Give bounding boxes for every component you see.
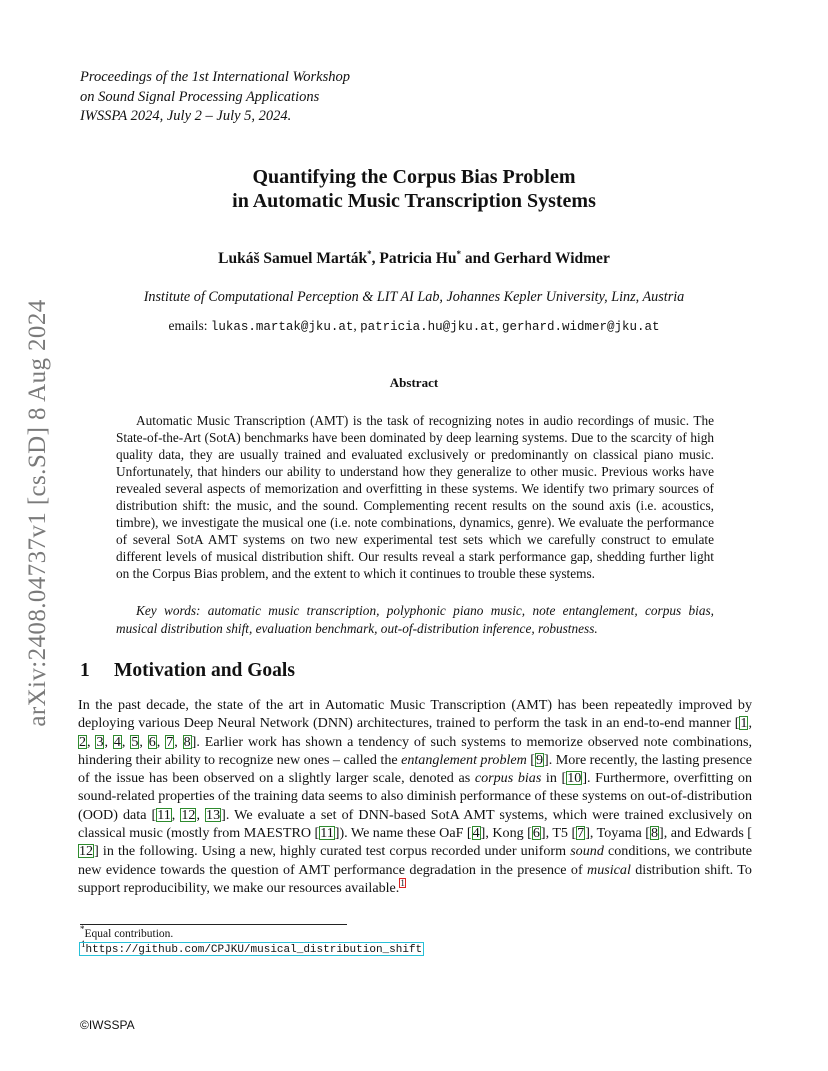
citation-link[interactable]: 4 [113, 733, 121, 750]
title-line-1: Quantifying the Corpus Bias Problem [252, 166, 576, 188]
abstract-heading: Abstract [389, 375, 439, 390]
affiliation: Institute of Computational Perception & LIT AI Lab, Johannes Kepler University, Linz, Austria [143, 289, 685, 305]
citation-link[interactable]: 6 [532, 825, 540, 842]
abstract-text: Automatic Music Transcription (AMT) is the task of recognizing notes in audio recordings of music. The State-of-the-Art (SotA) benchmarks have been dominated by deep learning systems. Due to the scarcity of high quality data, they are usually trained and evaluated exclusively or predominantly on classical piano music. Unfortunately, that hinders our ability to understand how they generalize to other music. Previous works have revealed several aspects of memorization and overfitting in these systems. We identify two primary sources of distribution shift: the music, and the sound. Complementing recent results on the sound axis (i.e. acoustics, timbre), we investigate the musical one (i.e. note combinations, dynamics, genre). We evaluate the performance of several SotA AMT systems on two new experimental test sets which we carefully construct to emulate different levels of musical distribution shift. Our results reveal a stark performance gap, shedding further light on the Corpus Bias problem, and the extent to which it continues to trouble these systems. [116, 413, 714, 581]
citation-link[interactable]: 12 [79, 843, 94, 860]
title-line-2: in Automatic Music Transcription Systems [232, 190, 596, 212]
section-number: 1 [80, 660, 90, 681]
citation-link[interactable]: 13 [206, 806, 221, 823]
resources-url-link[interactable]: $^1$https://github.com/CPJKU/musical_distribution_shift [81, 939, 423, 956]
copyright-footer: ©IWSSPA [80, 1018, 135, 1032]
citation-link[interactable]: 9 [536, 751, 544, 768]
email-list: emails: lukas.martak@jku.at, patricia.hu@jku.at, gerhard.widmer@jku.at [168, 318, 660, 334]
equal-contrib-mark: * [367, 248, 372, 259]
author-list: Lukáš Samuel Marták*, Patricia Hu* and Gerhard Widmer [218, 248, 610, 267]
citation-link[interactable]: 10 [567, 770, 582, 787]
footnote-equal-contribution: *Equal contribution. [80, 924, 174, 940]
paper-title [0, 165, 828, 213]
footnote-rule [80, 924, 347, 925]
arxiv-id: arXiv:2408.04737v1 [cs.SD] 8 Aug 2024 [24, 299, 51, 727]
arxiv-sidebar-stamp [18, 278, 58, 748]
footnote-resources [80, 939, 423, 956]
equal-contrib-mark: * [456, 248, 461, 259]
keywords: Key words: automatic music transcription, polyphonic piano music, note entanglement, corpus bias, musical distribution shift, evaluation benchmark, out-of-distribution inference, robustness. [116, 603, 714, 636]
author-2: Patricia Hu [379, 250, 457, 267]
email-1[interactable]: lukas.martak@jku.at [210, 320, 354, 334]
citation-link[interactable]: 7 [577, 825, 585, 842]
citation-link[interactable]: 2 [79, 733, 87, 750]
venue-line-1: Proceedings of the 1st International Workshop [80, 69, 350, 85]
section-title: Motivation and Goals [114, 660, 295, 681]
citation-link[interactable]: 11 [157, 806, 171, 823]
email-2[interactable]: patricia.hu@jku.at [360, 320, 496, 334]
citation-link[interactable]: 12 [181, 806, 196, 823]
citation-link[interactable]: 4 [472, 825, 480, 842]
author-3: Gerhard Widmer [493, 250, 610, 267]
citation-link[interactable]: 11 [320, 825, 334, 842]
section-heading [80, 660, 295, 682]
citation-link[interactable]: 8 [650, 825, 659, 842]
section-body: In the past decade, the state of the art in Automatic Music Transcription (AMT) has been repeatedly improved by deploying various Deep Neural Network (DNN) architectures, trained to perform the task in an end-to-end manner [1, 2, 3, 4, 5, 6, 7, 8]. Earlier work has shown a tendency of such systems to memorize observed note combinations, hindering their ability to recognize new ones – called the entanglement problem [9]. More recently, the lasting presence of the issue has been observed on a slightly larger scale, denoted as corpus bias in [10]. Furthermore, overfitting on sound-related properties of the training data seems to also diminish performance of these systems on out-of-distribution (OOD) data [11, 12, 13]. We evaluate a set of DNN-based SotA AMT systems, which were trained exclusively on classical music (mostly from MAESTRO [11]). We name these OaF [4], Kong [6], T5 [7], Toyama [8], and Edwards [12] in the following. Using a new, highly curated test corpus recorded under uniform sound conditions, we contribute new evidence towards the question of AMT performance degradation in the presence of musical distribution shift. To support reproducibility, we make our resources available.$^1$ [78, 697, 753, 896]
citation-link[interactable]: 8 [183, 733, 191, 750]
venue-line-3: IWSSPA 2024, July 2 – July 5, 2024. [80, 108, 292, 124]
citation-link[interactable]: 7 [166, 733, 174, 750]
citation-link[interactable]: 1 [740, 715, 748, 732]
citation-link[interactable]: 5 [131, 733, 139, 750]
venue-line-2: on Sound Signal Processing Applications [80, 88, 320, 105]
footnote-link[interactable]: 1 [400, 878, 405, 889]
citation-link[interactable]: 3 [96, 733, 104, 750]
author-1: Lukáš Samuel Marták [218, 250, 368, 267]
email-3[interactable]: gerhard.widmer@jku.at [501, 320, 660, 334]
citation-link[interactable]: 6 [148, 733, 156, 750]
venue-header [80, 68, 350, 127]
